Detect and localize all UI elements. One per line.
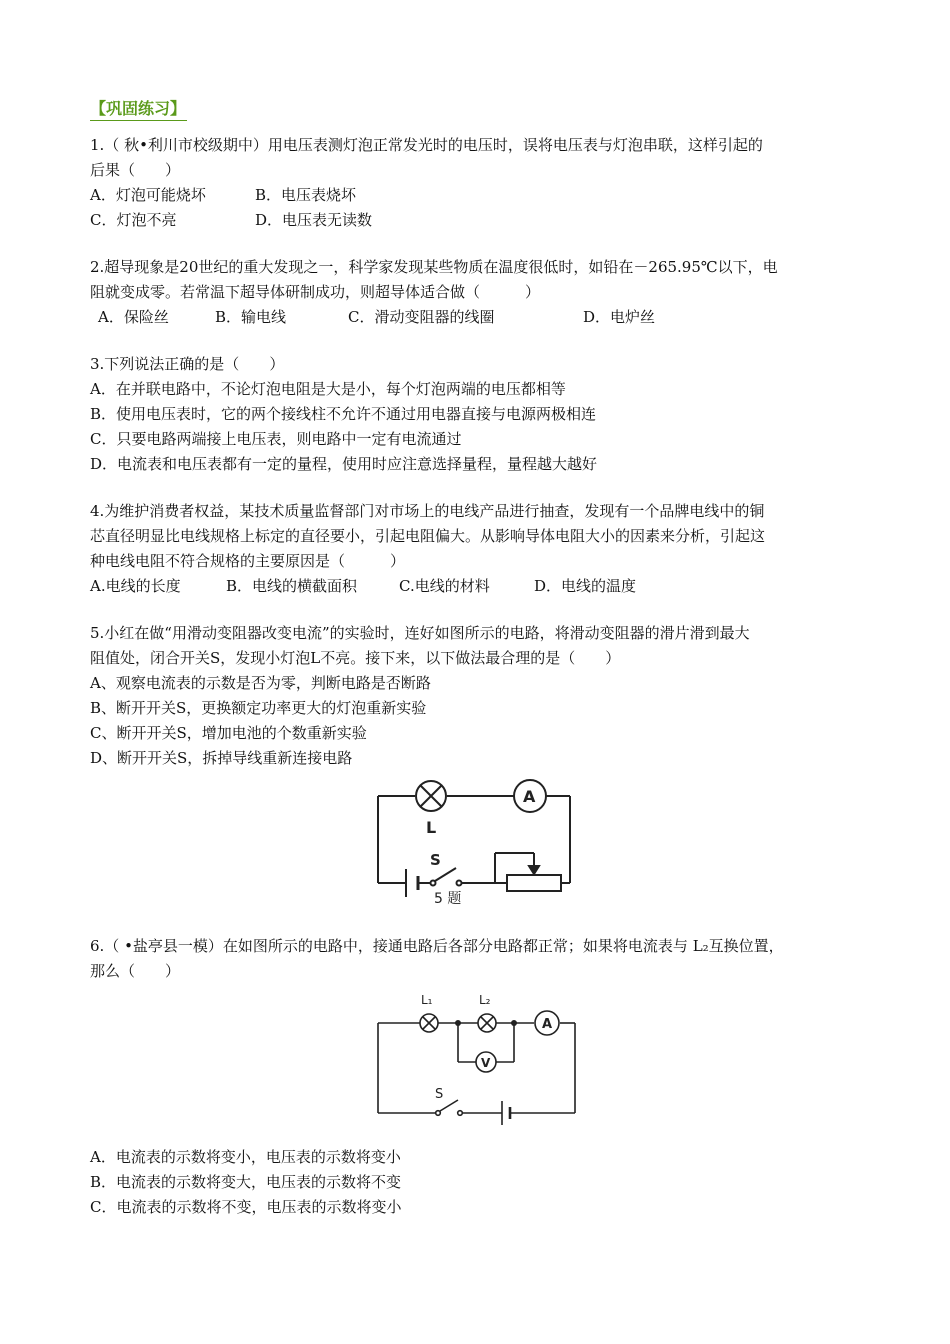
option-b: B．电流表的示数将变大，电压表的示数将不变 — [90, 1173, 402, 1191]
lamp-icon — [416, 781, 446, 811]
option-a: A.电线的长度 — [90, 577, 181, 595]
question-text: 2.超导现象是20世纪的重大发现之一，科学家发现某些物质在温度很低时，如铅在－265.95℃以下，电 — [90, 258, 778, 276]
option-c: C．只要电路两端接上电压表，则电路中一定有电流通过 — [90, 430, 462, 448]
section-heading: 【巩固练习】 — [90, 96, 187, 121]
option-d: D．电流表和电压表都有一定的量程，使用时应注意选择量程，量程越大越好 — [90, 455, 598, 473]
option-a: A、观察电流表的示数是否为零，判断电路是否断路 — [90, 674, 431, 692]
circuit-diagram-q6 — [90, 988, 870, 1135]
question-1 — [90, 133, 870, 233]
question-2 — [90, 255, 870, 330]
question-text: 5.小红在做“用滑动变阻器改变电流”的实验时，连好如图所示的电路，将滑动变阻器的滑片滑到最大 — [90, 624, 750, 642]
switch-icon — [436, 1100, 463, 1115]
option-b: B．使用电压表时，它的两个接线柱不允许不通过用电器直接与电源两极相连 — [90, 405, 597, 423]
voltmeter-label: V — [481, 1056, 491, 1070]
option-c: C．灯泡不亮 — [90, 211, 177, 229]
options-row — [90, 183, 870, 208]
question-text: 3.下列说法正确的是（ ） — [90, 355, 285, 373]
figure-caption: 5 题 — [434, 891, 462, 907]
question-text: 阻就变成零。若常温下超导体研制成功，则超导体适合做（ ） — [90, 283, 541, 301]
question-text: 阻值处，闭合开关S，发现小灯泡L不亮。接下来，以下做法最合理的是（ ） — [90, 649, 621, 667]
option-a: A．电流表的示数将变小，电压表的示数将变小 — [90, 1148, 401, 1166]
option-d: D．电线的温度 — [534, 577, 637, 595]
lamp-label: L — [426, 818, 437, 837]
question-text: 6.（ •盐亭县一模）在如图所示的电路中，接通电路后各部分电路都正常；如果将电流表与 L₂互换位置， — [90, 937, 784, 955]
options-row — [90, 208, 870, 233]
lamp-l1-icon — [420, 1014, 438, 1032]
lamp-l1-label: L₁ — [421, 993, 433, 1007]
question-text: 种电线电阻不符合规格的主要原因是（ ） — [90, 552, 406, 570]
switch-label: S — [430, 851, 441, 869]
option-c: C．滑动变阻器的线圈 — [348, 308, 495, 326]
switch-label: S — [435, 1087, 444, 1102]
question-text: 后果（ ） — [90, 161, 181, 179]
circuit-diagram-q5 — [90, 771, 870, 916]
option-b: B．电线的横截面积 — [226, 577, 358, 595]
lamp-l2-label: L₂ — [479, 993, 491, 1007]
option-a: A．灯泡可能烧坏 — [90, 186, 206, 204]
ammeter-label: A — [542, 1017, 553, 1032]
question-4 — [90, 499, 870, 599]
question-5 — [90, 621, 870, 916]
option-b: B．电压表烧坏 — [255, 186, 357, 204]
question-text: 那么（ ） — [90, 962, 181, 980]
question-6 — [90, 934, 870, 1220]
option-d: D．电炉丝 — [583, 308, 656, 326]
switch-icon — [431, 868, 462, 886]
option-c: C、断开开关S，增加电池的个数重新实验 — [90, 724, 367, 742]
battery-icon — [502, 1101, 510, 1125]
exercise-page — [90, 96, 870, 1242]
question-text: 1.（ 秋•利川市校级期中）用电压表测灯泡正常发光时的电压时，误将电压表与灯泡串联，这样引起的 — [90, 136, 763, 154]
question-text: 4.为维护消费者权益，某技术质量监督部门对市场上的电线产品进行抽查，发现有一个品牌电线中的铜 — [90, 502, 765, 520]
option-d: D．电压表无读数 — [255, 211, 373, 229]
ammeter-label: A — [523, 787, 536, 806]
lamp-l2-icon — [478, 1014, 496, 1032]
rheostat-icon — [495, 853, 561, 891]
battery-icon — [406, 869, 418, 897]
question-text: 芯直径明显比电线规格上标定的直径要小，引起电阻偏大。从影响导体电阻大小的因素来分析，引起这 — [90, 527, 766, 545]
option-b: B．输电线 — [215, 308, 287, 326]
option-a: A．保险丝 — [98, 308, 169, 326]
option-c: C．电流表的示数将不变，电压表的示数将变小 — [90, 1198, 402, 1216]
option-a: A．在并联电路中，不论灯泡电阻是大是小，每个灯泡两端的电压都相等 — [90, 380, 566, 398]
options-row — [90, 574, 870, 599]
option-c: C.电线的材料 — [399, 577, 490, 595]
options-row — [90, 305, 870, 330]
option-d: D、断开开关S，拆掉导线重新连接电路 — [90, 749, 353, 767]
question-3 — [90, 352, 870, 477]
option-b: B、断开开关S，更换额定功率更大的灯泡重新实验 — [90, 699, 427, 717]
